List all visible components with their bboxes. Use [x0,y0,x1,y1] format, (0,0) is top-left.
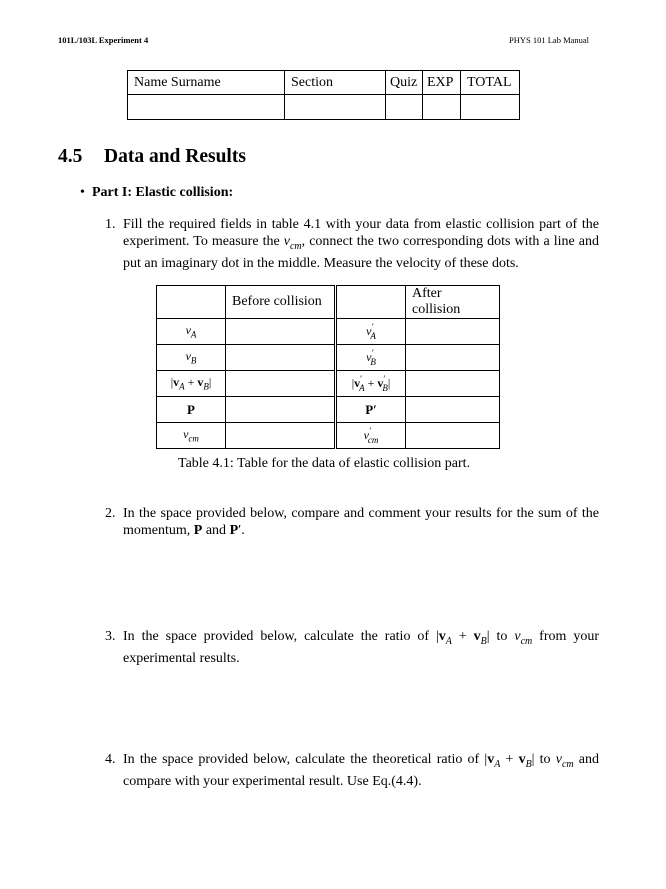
input-cell[interactable] [226,423,336,449]
section-number: 4.5 [58,146,83,167]
item-number: 3. [105,629,116,644]
quiz-field[interactable] [386,95,423,120]
total-field[interactable] [461,95,520,120]
exp-header: EXP [423,71,461,95]
item-text: In the space provided below, calculate the theoretical ratio of $|v_A + v_B|$ to $v_{cm}$ and compare with your experimental result. Use Eq.(4.4). [123,752,599,789]
label-p: P [157,397,226,423]
table-row [157,371,500,397]
part-heading [80,185,233,201]
exp-field[interactable] [423,95,461,120]
section-field[interactable] [285,95,386,120]
list-item-3 [105,628,599,664]
label-vcm-prime: $v'_{cm}$ [336,423,406,449]
part-label: Part I: Elastic collision: [92,185,234,200]
item-number: 4. [105,752,116,767]
item-text: In the space provided below, compare and comment your results for the sum of the momentum, P and P′. [123,506,599,538]
input-cell[interactable] [406,345,500,371]
label-va-prime: $v'_A$ [336,319,406,345]
label-va-plus-vb: $|v_A + v_B|$ [157,371,226,397]
label-vb: $v_B$ [157,345,226,371]
table-row [157,319,500,345]
label-va-plus-vb-prime: $|v'_A + v'_B|$ [336,371,406,397]
table-row [157,345,500,371]
bullet-icon: • [80,185,85,200]
list-item-1 [105,216,600,271]
item-number: 1. [105,217,116,232]
input-cell[interactable] [406,371,500,397]
section-title [58,146,246,168]
input-cell[interactable] [226,371,336,397]
list-item-2 [105,505,599,541]
input-cell[interactable] [226,397,336,423]
section-name: Data and Results [104,146,246,167]
label-va: $v_A$ [157,319,226,345]
corner-cell [157,286,226,319]
elastic-collision-data-table [156,285,500,449]
total-header: TOTAL [461,71,520,95]
input-cell[interactable] [406,319,500,345]
item-text: Fill the required fields in table 4.1 with your data from elastic collision part of the experiment. To measure the $v_{cm}$, connect the two corresponding dots with a line and put an imaginary dot in the middle. Measure the velocity of these dots. [123,217,600,271]
corner-cell-right [336,286,406,319]
section-header: Section [285,71,386,95]
table-row [157,423,500,449]
list-item-4 [105,751,599,787]
item-number: 2. [105,506,116,521]
quiz-header: Quiz [386,71,423,95]
running-header-left: 101L/103L Experiment 4 [58,35,149,45]
before-collision-header: Before collision [226,286,336,319]
table-caption: Table 4.1: Table for the data of elastic collision part. [178,456,471,471]
name-surname-header: Name Surname [128,71,285,95]
label-p-prime: P′ [336,397,406,423]
name-surname-field[interactable] [128,95,285,120]
input-cell[interactable] [406,423,500,449]
input-cell[interactable] [226,345,336,371]
item-text: In the space provided below, calculate the ratio of $|v_A + v_B|$ to $v_{cm}$ from your experimental results. [123,629,599,666]
label-vb-prime: $v'_B$ [336,345,406,371]
table-row [157,397,500,423]
input-cell[interactable] [406,397,500,423]
student-info-table [127,70,520,120]
after-collision-header: After collision [406,286,500,319]
running-header-right: PHYS 101 Lab Manual [509,35,590,45]
label-vcm: $v_{cm}$ [157,423,226,449]
input-cell[interactable] [226,319,336,345]
